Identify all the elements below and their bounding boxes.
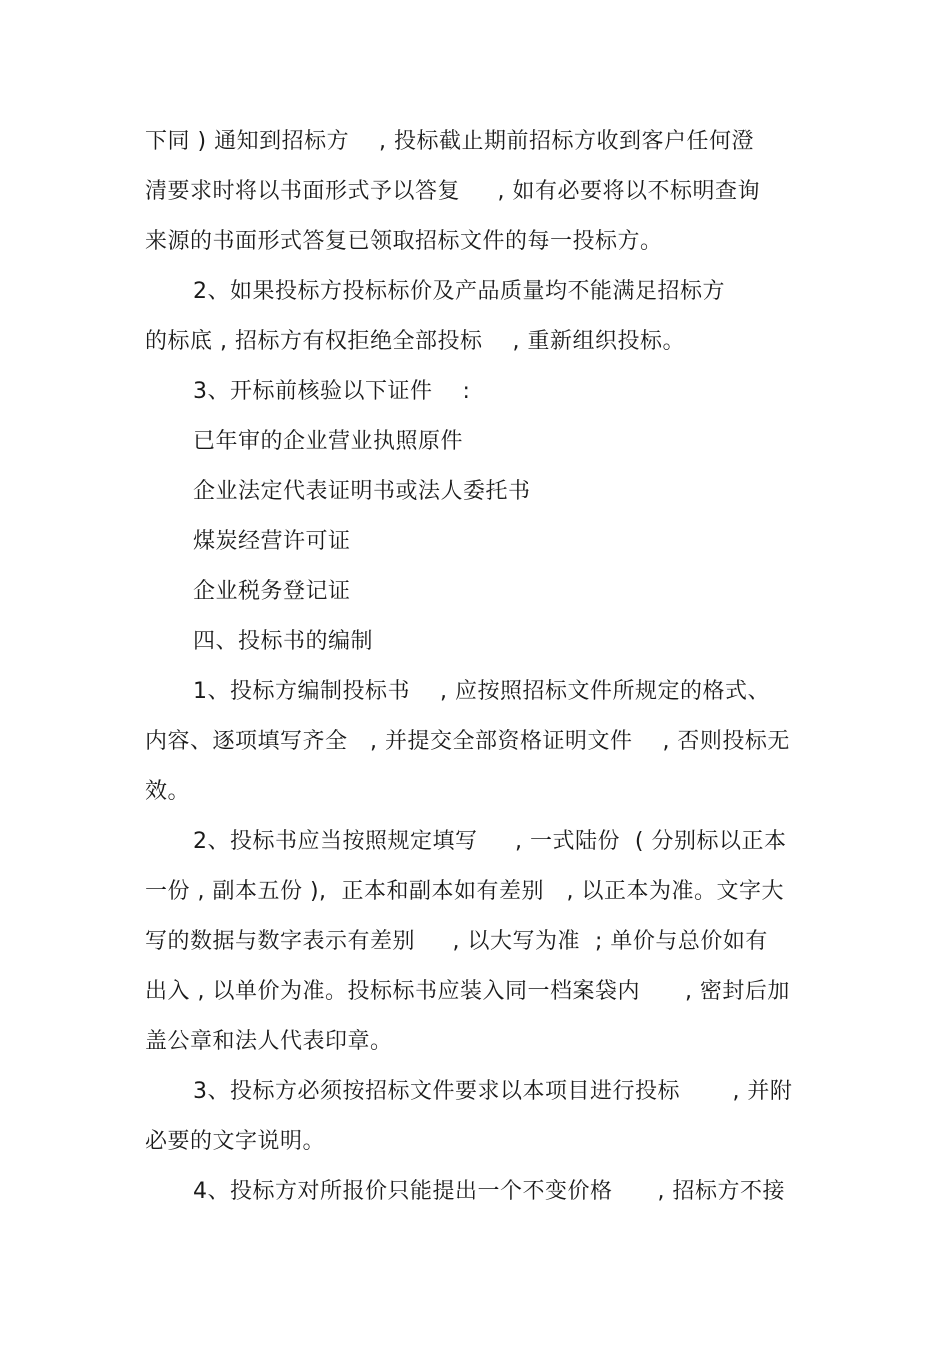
text-line: 必要的文字说明。 <box>145 1129 326 1154</box>
text-line: 的标底 , 招标方有权拒绝全部投标 , 重新组织投标。 <box>145 329 685 354</box>
text-line: 效。 <box>145 779 191 804</box>
text-line: 2、投标书应当按照规定填写 , 一式陆份 ( 分别标以正本 <box>193 829 787 854</box>
list-item: 企业税务登记证 <box>193 579 351 604</box>
text-line: 盖公章和法人代表印章。 <box>145 1029 393 1054</box>
text-line: 1、投标方编制投标书 , 应按照招标文件所规定的格式、 <box>193 679 770 704</box>
text-line: 一份 , 副本五份 ), 正本和副本如有差别 , 以正本为准。文字大 <box>145 879 785 904</box>
list-item: 企业法定代表证明书或法人委托书 <box>193 479 531 504</box>
text-line: 下同 ) 通知到招标方 , 投标截止期前招标方收到客户任何澄 <box>145 129 755 154</box>
text-line: 3、开标前核验以下证件 : <box>193 379 471 404</box>
text-line: 4、投标方对所报价只能提出一个不变价格 , 招标方不接 <box>193 1179 785 1204</box>
text-line: 写的数据与数字表示有差别 , 以大写为准 ; 单价与总价如有 <box>145 929 768 954</box>
section-heading: 四、投标书的编制 <box>193 629 374 654</box>
text-line: 内容、逐项填写齐全 , 并提交全部资格证明文件 , 否则投标无 <box>145 729 790 754</box>
text-line: 清要求时将以书面形式予以答复 , 如有必要将以不标明查询 <box>145 179 760 204</box>
list-item: 已年审的企业营业执照原件 <box>193 429 464 454</box>
list-item: 煤炭经营许可证 <box>193 529 351 554</box>
text-line: 出入 , 以单价为准。投标标书应装入同一档案袋内 , 密封后加 <box>145 979 790 1004</box>
text-line: 3、投标方必须按招标文件要求以本项目进行投标 , 并附 <box>193 1079 793 1104</box>
text-line: 来源的书面形式答复已领取招标文件的每一投标方。 <box>145 229 663 254</box>
text-line: 2、如果投标方投标标价及产品质量均不能满足招标方 <box>193 279 725 304</box>
